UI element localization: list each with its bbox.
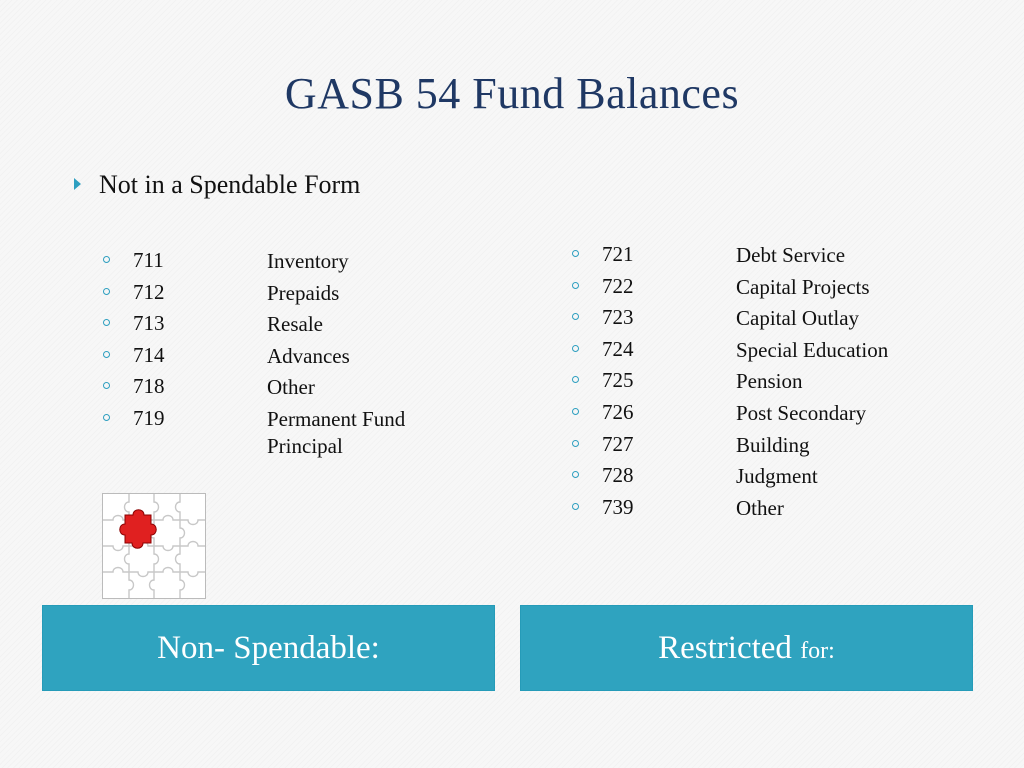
circle-bullet-icon [572, 313, 579, 320]
item-label: Building [736, 432, 810, 457]
circle-bullet-icon [572, 376, 579, 383]
item-code: 723 [602, 305, 634, 330]
circle-bullet-icon [572, 250, 579, 257]
non-spendable-label: Non- Spendable: [157, 630, 380, 666]
item-label: Other [736, 495, 784, 520]
item-label: Special Education [736, 337, 889, 362]
item-code: 721 [602, 242, 634, 266]
circle-bullet-icon [103, 288, 110, 295]
item-label-line2: Principal [267, 433, 343, 458]
item-code: 712 [133, 279, 165, 304]
item-code: 711 [133, 248, 164, 272]
circle-bullet-icon [572, 345, 579, 352]
circle-bullet-icon [572, 503, 579, 510]
circle-bullet-icon [103, 256, 110, 263]
item-label: Prepaids [267, 280, 340, 305]
circle-bullet-icon [103, 351, 110, 358]
item-code: 725 [602, 368, 634, 393]
item-code: 719 [133, 405, 165, 430]
item-code: 727 [602, 431, 634, 456]
item-label [267, 406, 487, 460]
main-bullet [74, 170, 360, 200]
item-code: 739 [602, 494, 634, 519]
circle-bullet-icon [572, 408, 579, 415]
circle-bullet-icon [103, 319, 110, 326]
circle-bullet-icon [572, 471, 579, 478]
item-code: 722 [602, 273, 634, 298]
circle-bullet-icon [103, 382, 110, 389]
item-label-line1: Permanent Fund [267, 406, 406, 431]
item-label: Post Secondary [736, 400, 867, 425]
item-code: 714 [133, 342, 165, 367]
item-label: Pension [736, 369, 803, 394]
item-label: Capital Projects [736, 274, 870, 299]
item-code: 728 [602, 463, 634, 488]
item-code: 724 [602, 336, 634, 361]
item-label: Judgment [736, 464, 818, 489]
item-label: Advances [267, 343, 350, 368]
slide-title: GASB 54 Fund Balances [284, 69, 740, 118]
item-label: Other [267, 375, 315, 400]
item-code: 718 [133, 374, 165, 399]
circle-bullet-icon [103, 414, 110, 421]
non-spendable-box [42, 605, 495, 691]
triangle-right-icon [74, 178, 81, 190]
item-code: 726 [602, 399, 634, 424]
circle-bullet-icon [572, 282, 579, 289]
item-label: Debt Service [736, 243, 846, 267]
main-bullet-text: Not in a Spendable Form [99, 170, 361, 199]
restricted-box [520, 605, 973, 691]
restricted-label: Restricted [658, 630, 792, 666]
item-code: 713 [133, 311, 165, 336]
item-label: Resale [267, 312, 323, 337]
restricted-label-for: for: [800, 638, 835, 664]
item-label: Capital Outlay [736, 306, 860, 331]
puzzle-icon [102, 493, 206, 599]
item-label: Inventory [267, 249, 349, 273]
circle-bullet-icon [572, 440, 579, 447]
